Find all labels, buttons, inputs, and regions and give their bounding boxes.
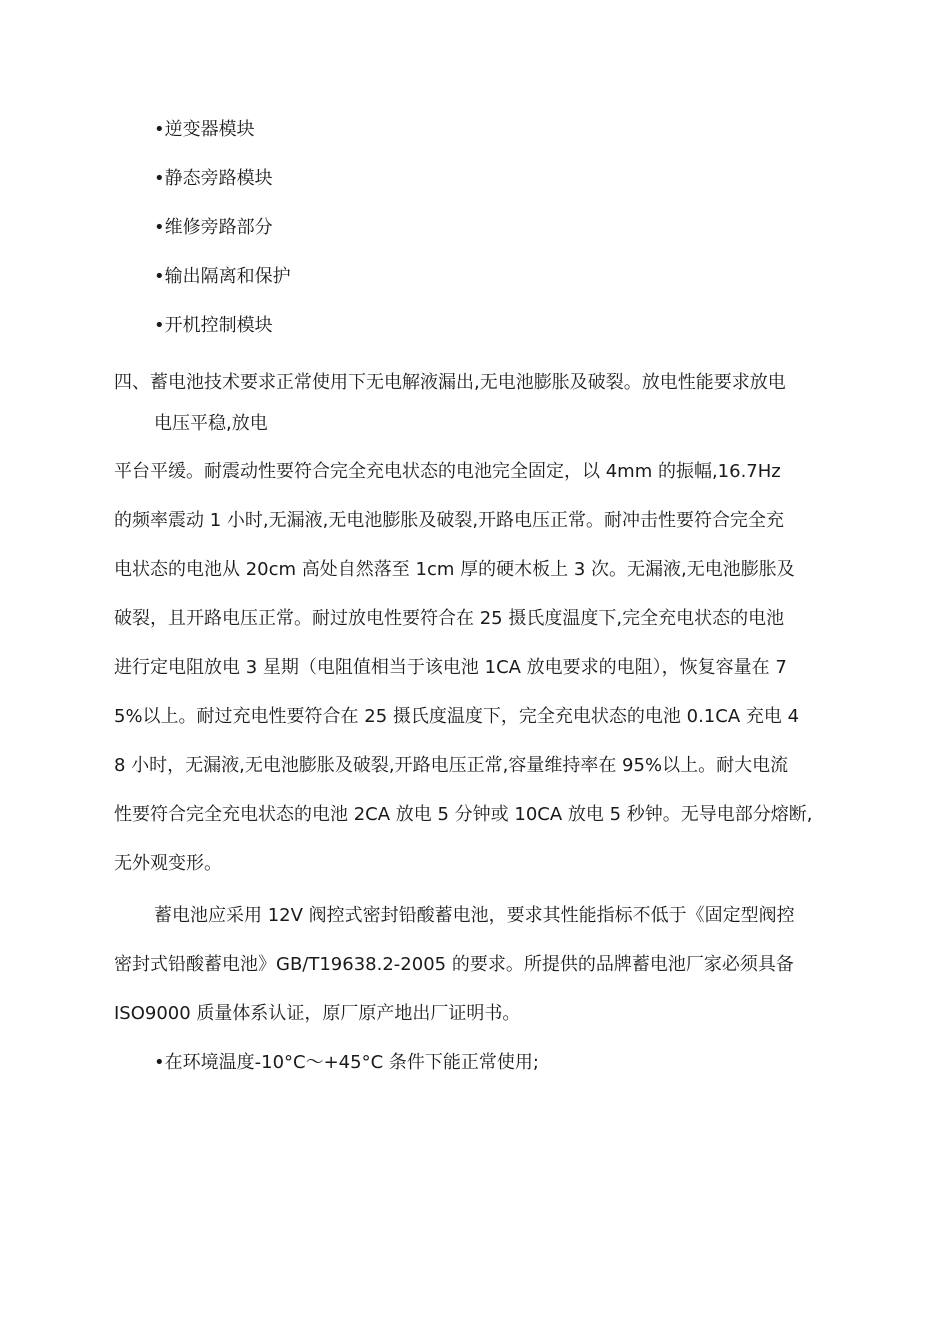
paragraph-2-line: 蓄电池应采用 12V 阀控式密封铅酸蓄电池，要求其性能指标不低于《固定型阀控 <box>154 905 795 926</box>
paragraph-1-line: 破裂，且开路电压正常。耐过放电性要符合在 25 摄氏度温度下,完全充电状态的电池 <box>114 608 785 629</box>
paragraph-1-line: 的频率震动 1 小时,无漏液,无电池膨胀及破裂,开路电压正常。耐冲击性要符合完全充 <box>114 510 785 531</box>
bullet-maintenance-bypass: •维修旁路部分 <box>154 217 273 238</box>
bullet-ambient-temperature: •在环境温度-10°C～+45°C 条件下能正常使用; <box>154 1052 539 1073</box>
paragraph-1-line: 性要符合完全充电状态的电池 2CA 放电 5 分钟或 10CA 放电 5 秒钟。无导电部分熔断, <box>114 804 813 825</box>
paragraph-1-line: 平台平缓。耐震动性要符合完全充电状态的电池完全固定，以 4mm 的振幅,16.7Hz <box>114 461 781 482</box>
paragraph-1-line: 无外观变形。 <box>114 853 222 874</box>
section-four-heading: 四、蓄电池技术要求正常使用下无电解液漏出,无电池膨胀及破裂。放电性能要求放电 <box>114 372 786 393</box>
paragraph-1-line: 电状态的电池从 20cm 高处自然落至 1cm 厚的硬木板上 3 次。无漏液,无电池膨胀及 <box>114 559 795 580</box>
bullet-output-isolation: •输出隔离和保护 <box>154 266 291 287</box>
paragraph-2-line: 密封式铅酸蓄电池》GB/T19638.2-2005 的要求。所提供的品牌蓄电池厂家必须具备 <box>114 954 794 975</box>
paragraph-1-line: 8 小时，无漏液,无电池膨胀及破裂,开路电压正常,容量维持率在 95%以上。耐大电流 <box>114 755 789 776</box>
bullet-inverter-module: •逆变器模块 <box>154 119 255 140</box>
bullet-static-bypass-module: •静态旁路模块 <box>154 168 273 189</box>
paragraph-2-line: ISO9000 质量体系认证，原厂原产地出厂证明书。 <box>114 1003 521 1024</box>
paragraph-1-line: 5%以上。耐过充电性要符合在 25 摄氏度温度下，完全充电状态的电池 0.1CA 充电 4 <box>114 706 800 727</box>
paragraph-1-line: 进行定电阻放电 3 星期（电阻值相当于该电池 1CA 放电要求的电阻），恢复容量在 7 <box>114 657 787 678</box>
section-four-heading-cont: 电压平稳,放电 <box>154 413 268 434</box>
bullet-startup-control: •开机控制模块 <box>154 315 273 336</box>
